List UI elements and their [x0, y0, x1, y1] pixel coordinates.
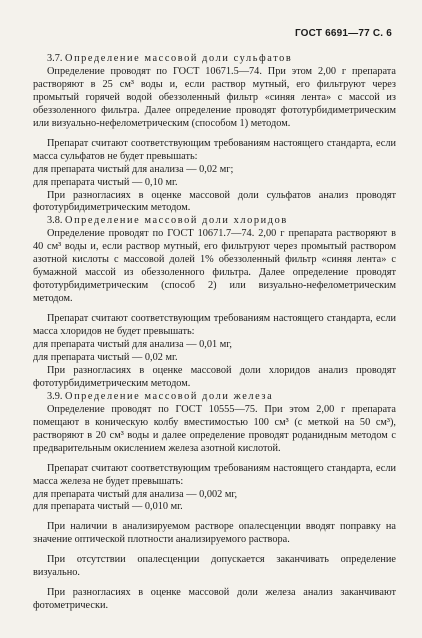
paragraph: При отсутствии опалесценции допускается заканчивать определение визуально.: [33, 554, 396, 579]
document-body: [33, 53, 396, 613]
section-number: 3.7.: [47, 53, 63, 64]
list-item: для препарата чистый — 0,10 мг.: [33, 176, 178, 188]
section-title: Определение массовой доли хлоридов: [65, 215, 288, 227]
section-number: 3.8.: [47, 215, 63, 227]
paragraph: При разногласиях в оценке массовой доли хлоридов анализ проводят фототурбидиметрическим методом.: [33, 364, 396, 389]
paragraph: Определение проводят по ГОСТ 10555—75. При этом 2,00 г препарата помещают в коническую колбу вместимостью 100 см³ (с меткой на 50 см³), растворяют в 20 см³ воды и далее определение проводят роданидным методом с предварительным окислением железа азотной кислотой.: [33, 403, 396, 454]
list-item: для препарата чистый для анализа — 0,01 мг,: [33, 339, 232, 351]
section-heading-sulfates: [33, 53, 396, 66]
paragraph: Определение проводят по ГОСТ 10671.7—74. 2,00 г препарата растворяют в 40 см³ воды и, если раствор мутный, его фильтруют через промытый раствором азотной кислоты с массовой долей 1% обеззоленный фильтр «синяя лента» с бумажной массой из обеззоленного фильтра. Далее определение проводят фототурбидиметрическим (способ 2) или визуально-нефелометрическим методом.: [33, 228, 396, 305]
list-item: для препарата чистый — 0,02 мг.: [33, 351, 178, 363]
section-heading-iron: [33, 391, 396, 404]
paragraph: Определение проводят по ГОСТ 10671.5—74. При этом 2,00 г препарата растворяют в 25 см³ воды и, если раствор мутный, его фильтруют через промытый горячей водой обеззоленный фильтр «синяя лента» с массой из обеззоленного фильтра. Далее определение проводят фототурбидиметрическим или визуально-нефелометрическим (способом 1) методом.: [33, 65, 396, 129]
paragraph: При разногласиях в оценке массовой доли железа анализ заканчивают фотометрически.: [33, 587, 396, 612]
section-number: 3.9.: [47, 390, 63, 402]
page-header: ГОСТ 6691—77 С. 6: [294, 28, 392, 39]
list-item: для препарата чистый для анализа — 0,02 мг;: [33, 163, 234, 175]
paragraph: Препарат считают соответствующим требованиям настоящего стандарта, если масса сульфатов не будет превышать:: [33, 137, 396, 162]
section-heading-chlorides: [33, 215, 396, 228]
paragraph: Препарат считают соответствующим требованиям настоящего стандарта, если масса хлоридов не будет превышать:: [33, 313, 396, 338]
paragraph: При наличии в анализируемом растворе опалесценции вводят поправку на значение оптической плотности анализируемого раствора.: [33, 521, 396, 546]
paragraph: При разногласиях в оценке массовой доли сульфатов анализ проводят фототурбидиметрическим методом.: [33, 189, 396, 214]
list-item: для препарата чистый — 0,010 мг.: [33, 501, 183, 513]
paragraph: Препарат считают соответствующим требованиям настоящего стандарта, если масса железа не будет превышать:: [33, 462, 396, 487]
section-title: Определение массовой доли железа: [65, 390, 274, 402]
list-item: для препарата чистый для анализа — 0,002 мг,: [33, 488, 238, 500]
section-title: Определение массовой доли сульфатов: [65, 53, 293, 64]
